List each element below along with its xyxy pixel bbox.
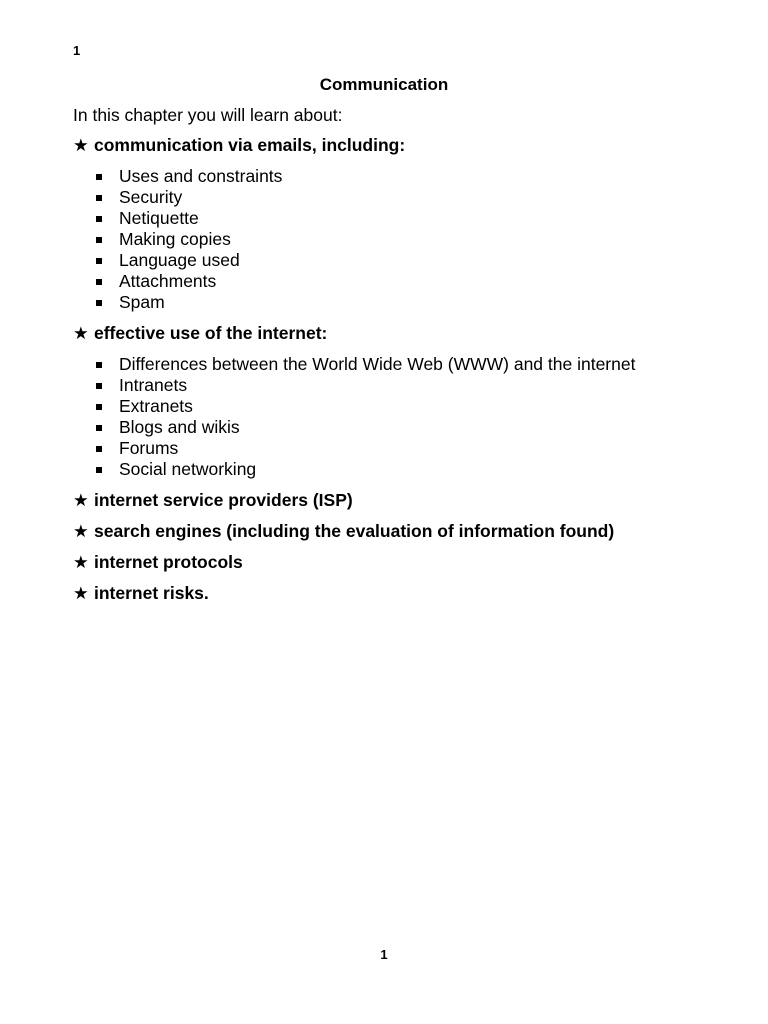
list-item-label: Extranets: [119, 396, 193, 416]
footer-page-number: 1: [380, 947, 388, 962]
list-item-label: Social networking: [119, 459, 257, 479]
list-item-label: Making copies: [119, 229, 231, 249]
list-item-label: Security: [119, 187, 183, 207]
list-item: [96, 229, 713, 250]
list-item: [96, 208, 713, 229]
chapter-contents: [73, 105, 713, 614]
square-bullet-icon: [96, 174, 102, 180]
topic-sublist: [73, 166, 713, 313]
topic-heading: [73, 135, 713, 156]
list-item-label: Netiquette: [119, 208, 199, 228]
topic-heading: [73, 552, 713, 573]
list-item: [96, 375, 713, 396]
star-icon: ★: [73, 135, 89, 155]
list-item: [96, 166, 713, 187]
list-item: [96, 354, 713, 375]
list-item: [96, 396, 713, 417]
topic-label: internet risks.: [94, 583, 209, 603]
square-bullet-icon: [96, 195, 102, 201]
topic-sublist: [73, 354, 713, 480]
list-item-label: Differences between the World Wide Web (WWW) and the internet: [119, 354, 636, 374]
list-item: [96, 417, 713, 438]
list-item: [96, 459, 713, 480]
list-item-label: Attachments: [119, 271, 217, 291]
list-item-label: Spam: [119, 292, 165, 312]
header-page-number: 1: [73, 43, 81, 58]
star-icon: ★: [73, 583, 89, 603]
square-bullet-icon: [96, 279, 102, 285]
square-bullet-icon: [96, 425, 102, 431]
list-item: [96, 187, 713, 208]
list-item: [96, 438, 713, 459]
list-item-label: Forums: [119, 438, 179, 458]
star-icon: ★: [73, 521, 89, 541]
square-bullet-icon: [96, 362, 102, 368]
square-bullet-icon: [96, 467, 102, 473]
list-item: [96, 271, 713, 292]
intro-text: In this chapter you will learn about:: [73, 105, 343, 125]
topic-label: internet service providers (ISP): [94, 490, 353, 510]
square-bullet-icon: [96, 237, 102, 243]
square-bullet-icon: [96, 446, 102, 452]
topic-label: internet protocols: [94, 552, 243, 572]
list-item-label: Uses and constraints: [119, 166, 283, 186]
square-bullet-icon: [96, 258, 102, 264]
topic-label: effective use of the internet:: [94, 323, 328, 343]
topic-heading: [73, 583, 713, 604]
list-item-label: Language used: [119, 250, 240, 270]
list-item-label: Blogs and wikis: [119, 417, 240, 437]
star-icon: ★: [73, 552, 89, 572]
topic-label: search engines (including the evaluation of information found): [94, 521, 615, 541]
topic-heading: [73, 323, 713, 344]
list-item: [96, 250, 713, 271]
topic-heading: [73, 521, 713, 542]
list-item-label: Intranets: [119, 375, 188, 395]
square-bullet-icon: [96, 404, 102, 410]
page-title: Communication: [319, 75, 449, 94]
topic-label: communication via emails, including:: [94, 135, 406, 155]
square-bullet-icon: [96, 383, 102, 389]
list-item: [96, 292, 713, 313]
square-bullet-icon: [96, 300, 102, 306]
star-icon: ★: [73, 490, 89, 510]
topic-heading: [73, 490, 713, 511]
square-bullet-icon: [96, 216, 102, 222]
star-icon: ★: [73, 323, 89, 343]
